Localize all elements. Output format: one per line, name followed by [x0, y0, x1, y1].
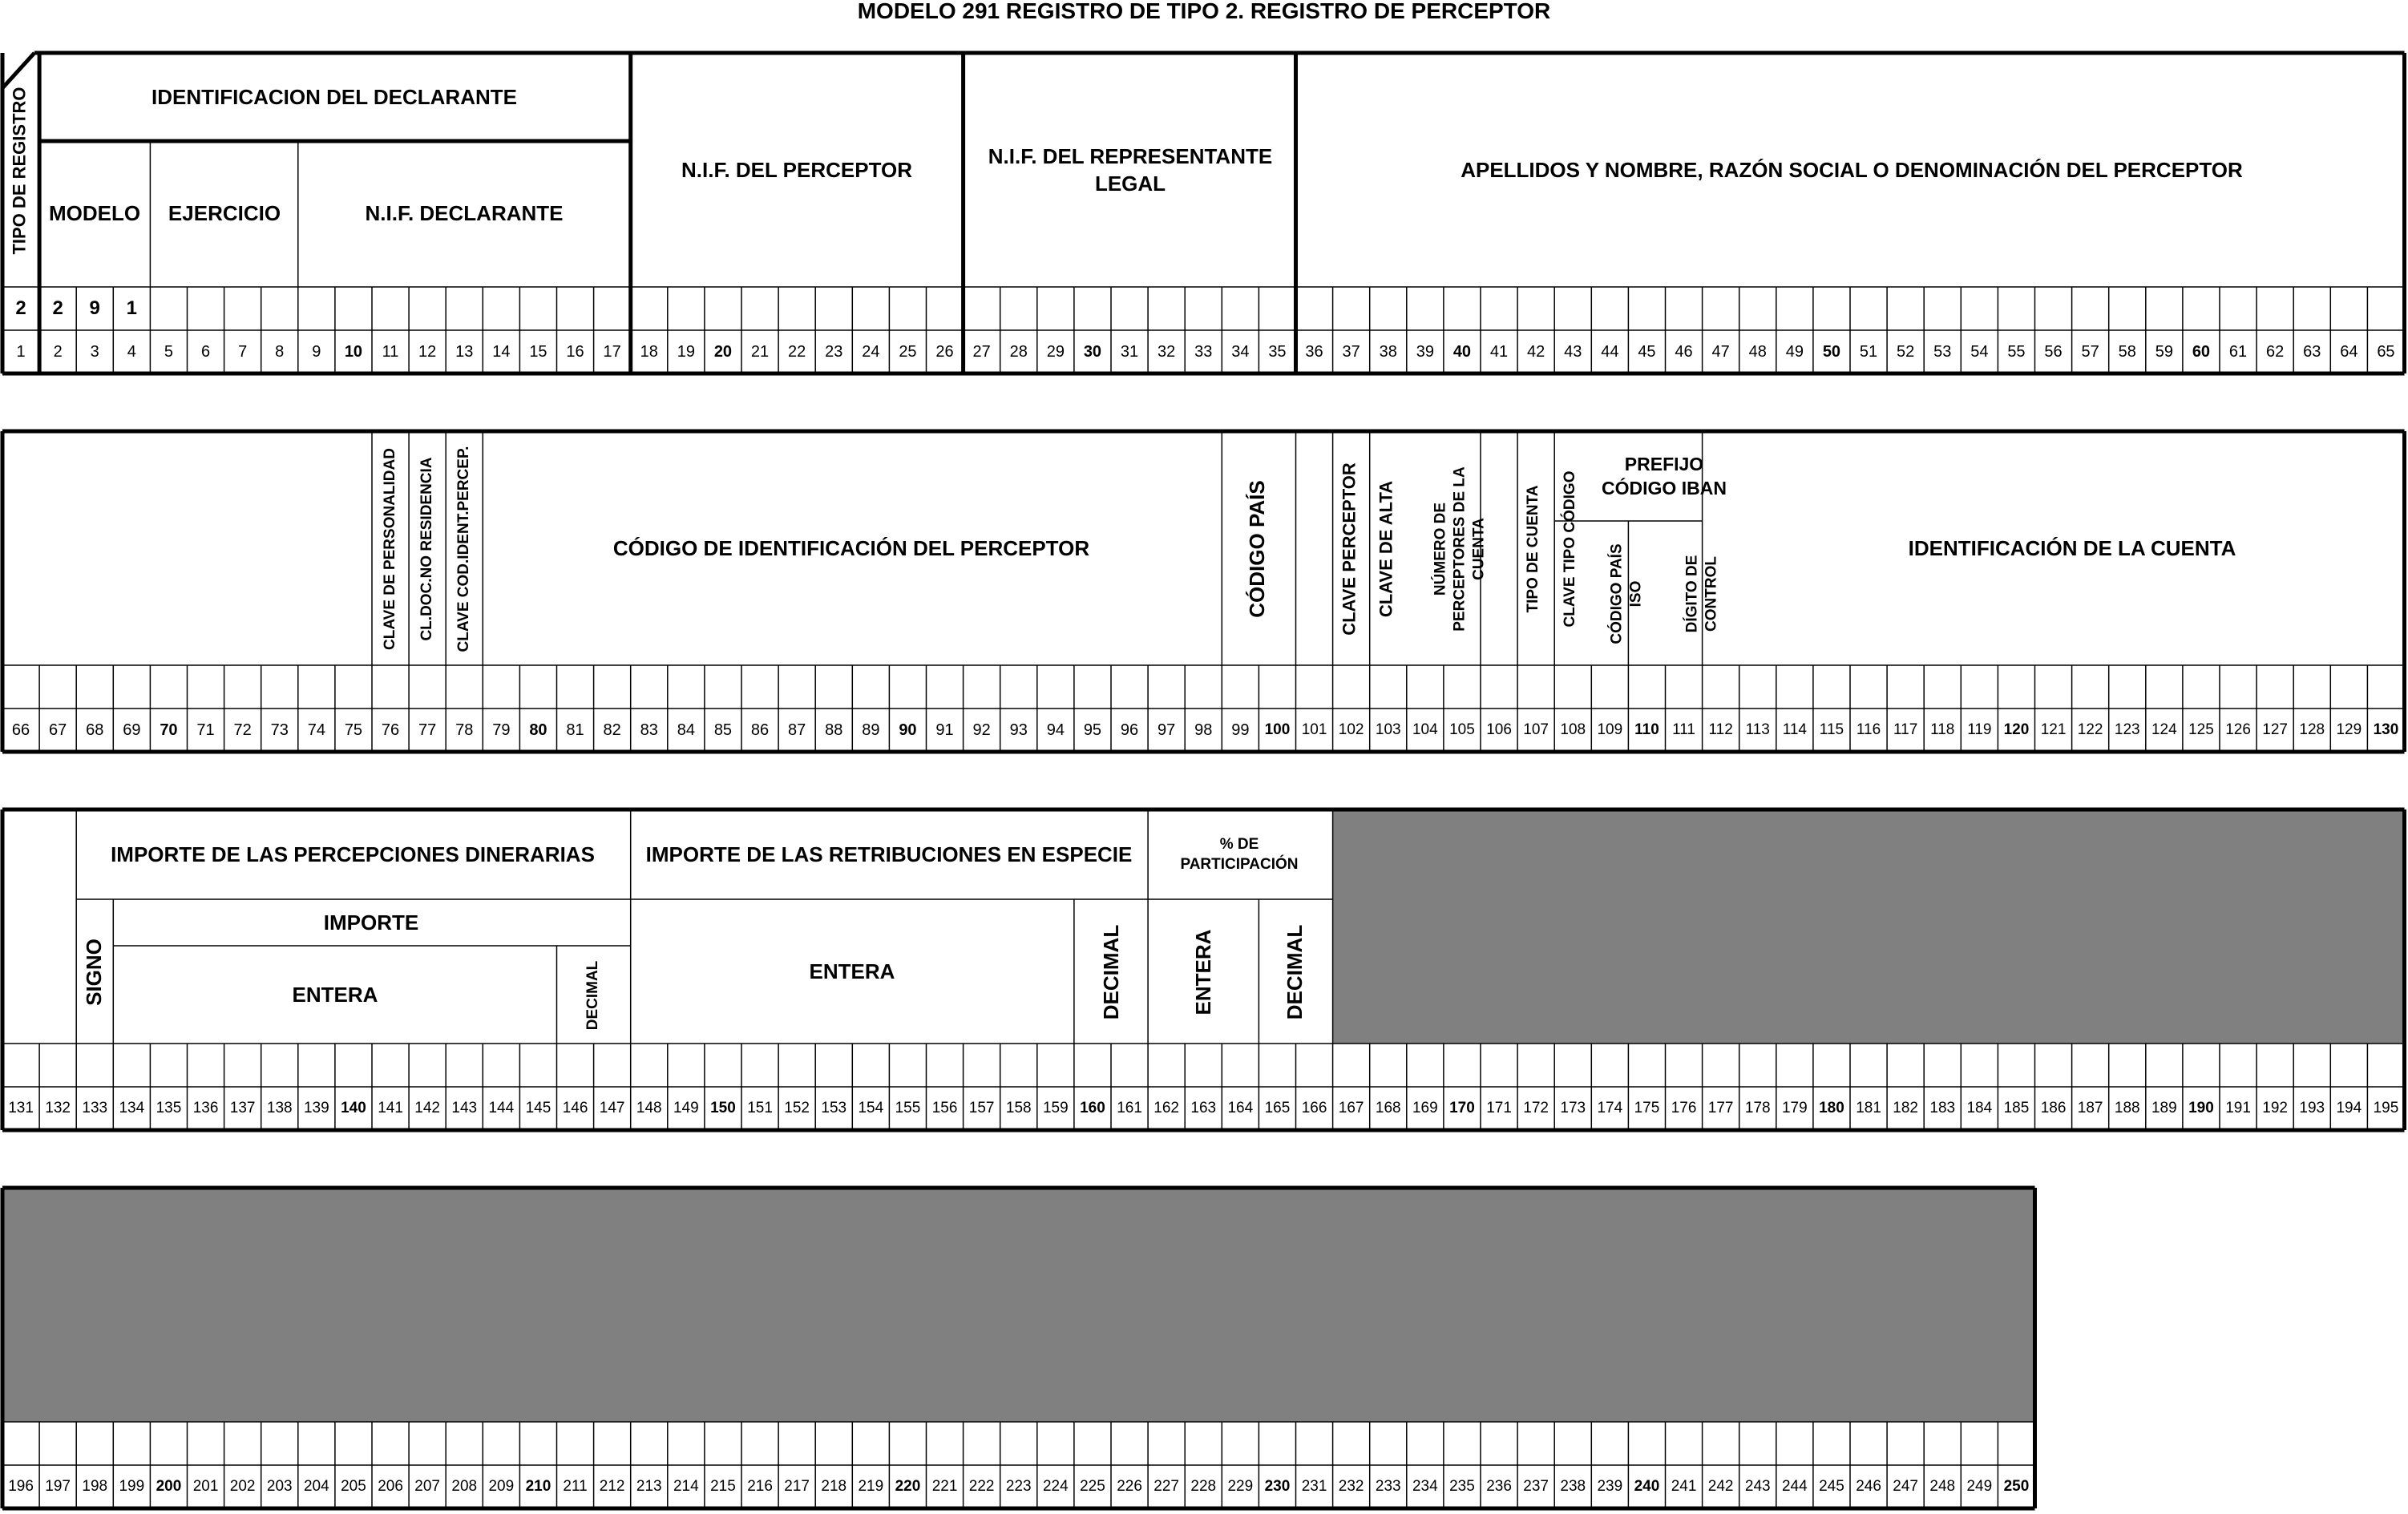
position-number: 58 [2118, 342, 2136, 361]
label-clave-de-personalidad: CLAVE DE PERSONALIDAD [382, 448, 399, 650]
label-codigo-pais: CÓDIGO PAÍS [1244, 480, 1269, 618]
position-number: 75 [344, 721, 363, 739]
position-number: 48 [1748, 342, 1767, 361]
position-number: 45 [1638, 342, 1656, 361]
position-number: 183 [1929, 1100, 1956, 1116]
position-number: 49 [1785, 342, 1804, 361]
position-number: 104 [1412, 721, 1438, 738]
position-number: 162 [1153, 1100, 1179, 1116]
position-number: 100 [1264, 721, 1291, 738]
position-number: 212 [599, 1478, 625, 1495]
position-number: 133 [82, 1100, 108, 1116]
position-number: 168 [1375, 1100, 1401, 1116]
position-number: 28 [1009, 342, 1028, 361]
position-number: 179 [1781, 1100, 1808, 1116]
position-number: 93 [1009, 721, 1028, 739]
position-number: 220 [895, 1478, 921, 1495]
position-number: 247 [1893, 1478, 1918, 1495]
position-number: 190 [2188, 1100, 2214, 1116]
position-number: 113 [1745, 721, 1770, 738]
position-number: 44 [1601, 342, 1619, 361]
position-number: 91 [935, 721, 954, 739]
field-value[interactable]: 2 [52, 297, 63, 319]
position-number: 155 [895, 1100, 921, 1116]
position-number: 80 [529, 721, 547, 739]
position-number: 233 [1375, 1478, 1401, 1495]
position-number: 210 [525, 1478, 551, 1495]
position-number: 181 [1856, 1100, 1881, 1116]
position-number: 89 [862, 721, 880, 739]
position-number: 33 [1194, 342, 1213, 361]
position-number: 246 [1856, 1478, 1881, 1495]
position-number: 17 [603, 342, 621, 361]
position-number: 111 [1672, 721, 1695, 738]
position-number: 68 [86, 721, 104, 739]
position-number: 86 [750, 721, 770, 739]
position-number: 167 [1338, 1100, 1364, 1116]
field-value[interactable]: 9 [89, 297, 100, 319]
position-number: 124 [2151, 721, 2177, 738]
position-number: 156 [931, 1100, 958, 1116]
position-number: 5 [164, 342, 173, 361]
position-number: 38 [1379, 342, 1397, 361]
position-number: 85 [713, 721, 733, 739]
position-number: 227 [1153, 1478, 1179, 1495]
position-number: 105 [1449, 721, 1475, 738]
position-number: 94 [1046, 721, 1065, 739]
position-number: 41 [1489, 342, 1509, 361]
position-number: 20 [713, 342, 733, 361]
label-tipo-de-registro: TIPO DE REGISTRO [9, 87, 30, 255]
position-number: 169 [1412, 1100, 1438, 1116]
position-number: 61 [2228, 342, 2248, 361]
position-number: 184 [1966, 1100, 1993, 1116]
position-number: 62 [2266, 342, 2285, 361]
position-number: 192 [2262, 1100, 2288, 1116]
label-importe: IMPORTE [323, 910, 419, 935]
position-number: 34 [1231, 342, 1250, 361]
position-number: 14 [492, 342, 511, 361]
position-number: 217 [784, 1478, 810, 1495]
position-number: 35 [1268, 342, 1287, 361]
label-prefijo-codigo-iban: PREFIJO CÓDIGO IBAN [1602, 454, 1727, 499]
position-number: 201 [192, 1478, 219, 1495]
label-codigo-identificacion-perceptor: CÓDIGO DE IDENTIFICACIÓN DEL PERCEPTOR [612, 536, 1090, 561]
position-number: 25 [899, 342, 917, 361]
position-number: 195 [2373, 1100, 2399, 1116]
position-number: 143 [451, 1100, 478, 1116]
position-number: 248 [1929, 1478, 1956, 1495]
position-number: 151 [747, 1100, 773, 1116]
position-number: 131 [8, 1100, 34, 1116]
label-nif-perceptor: N.I.F. DEL PERCEPTOR [681, 158, 912, 183]
position-number: 175 [1634, 1100, 1660, 1116]
label-codigo-pais-iso: CÓDIGO PAÍS ISO [1608, 543, 1644, 644]
position-number: 161 [1117, 1100, 1142, 1116]
position-number: 150 [710, 1100, 736, 1116]
position-number: 4 [127, 342, 136, 361]
position-number: 182 [1893, 1100, 1918, 1116]
position-number: 232 [1338, 1478, 1364, 1495]
position-number: 98 [1194, 721, 1213, 739]
position-number: 107 [1523, 721, 1549, 738]
label-importe-retribuciones-especie: IMPORTE DE LAS RETRIBUCIONES EN ESPECIE [645, 842, 1133, 867]
position-number: 57 [2081, 342, 2099, 361]
position-number: 178 [1744, 1100, 1771, 1116]
position-number: 74 [307, 721, 325, 739]
position-number: 135 [156, 1100, 182, 1116]
position-number: 145 [525, 1100, 551, 1116]
position-number: 223 [1005, 1478, 1032, 1495]
position-number: 158 [1005, 1100, 1032, 1116]
position-number: 222 [968, 1478, 995, 1495]
position-number: 64 [2340, 342, 2358, 361]
position-number: 204 [303, 1478, 329, 1495]
position-number: 117 [1893, 721, 1918, 738]
position-number: 205 [341, 1478, 366, 1495]
position-number: 77 [418, 721, 437, 739]
position-number: 37 [1342, 342, 1360, 361]
position-number: 29 [1046, 342, 1065, 361]
position-number: 154 [858, 1100, 884, 1116]
label-numero-perceptores-cuenta: NÚMERO DE PERCEPTORES DE LA CUENTA [1432, 466, 1487, 632]
position-number: 27 [972, 342, 991, 361]
position-number: 238 [1560, 1478, 1586, 1495]
position-number: 213 [636, 1478, 662, 1495]
position-number: 22 [788, 342, 806, 361]
position-number: 157 [968, 1100, 995, 1116]
position-number: 120 [2003, 721, 2030, 738]
position-number: 46 [1675, 342, 1693, 361]
position-number: 122 [2077, 721, 2103, 738]
label-digito-de-control: DÍGITO DE CONTROL [1683, 555, 1719, 633]
label-ejercicio: EJERCICIO [168, 201, 281, 226]
position-number: 88 [825, 721, 843, 739]
position-number: 47 [1711, 342, 1730, 361]
position-number: 40 [1452, 342, 1472, 361]
label-entera-participacion: ENTERA [1190, 929, 1215, 1015]
label-clave-tipo-codigo: CLAVE TIPO CÓDIGO [1562, 470, 1579, 628]
position-number: 32 [1158, 342, 1176, 361]
position-number: 23 [825, 342, 843, 361]
position-number: 191 [2225, 1100, 2251, 1116]
position-number: 196 [8, 1478, 34, 1495]
position-number: 219 [858, 1478, 884, 1495]
position-number: 59 [2155, 342, 2173, 361]
field-value[interactable]: 2 [15, 297, 26, 319]
position-number: 198 [82, 1478, 108, 1495]
label-identificacion-cuenta: IDENTIFICACIÓN DE LA CUENTA [1908, 536, 2236, 561]
position-number: 52 [1897, 342, 1915, 361]
position-number: 241 [1671, 1478, 1697, 1495]
label-nif-representante-legal: N.I.F. DEL REPRESENTANTE LEGAL [988, 144, 1273, 196]
position-number: 55 [2007, 342, 2026, 361]
position-number: 8 [275, 342, 285, 361]
position-number: 65 [2377, 342, 2395, 361]
position-number: 12 [418, 342, 437, 361]
position-number: 186 [2040, 1100, 2067, 1116]
position-number: 19 [677, 342, 695, 361]
position-number: 149 [673, 1100, 699, 1116]
label-apellidos-nombre-perceptor: APELLIDOS Y NOMBRE, RAZÓN SOCIAL O DENOMINACIÓN DEL PERCEPTOR [1461, 158, 2243, 183]
position-number: 71 [196, 721, 215, 739]
position-number: 160 [1080, 1100, 1105, 1116]
position-number: 199 [119, 1478, 145, 1495]
position-number: 171 [1486, 1100, 1512, 1116]
position-number: 130 [2373, 721, 2399, 738]
position-number: 200 [156, 1478, 182, 1495]
position-number: 194 [2336, 1100, 2362, 1116]
position-number: 83 [640, 721, 658, 739]
position-number: 121 [2040, 721, 2067, 738]
position-number: 112 [1708, 721, 1733, 738]
position-number: 189 [2151, 1100, 2177, 1116]
position-number: 70 [160, 721, 178, 739]
position-number: 208 [451, 1478, 478, 1495]
position-number: 10 [344, 342, 363, 361]
position-number: 92 [972, 721, 991, 739]
position-number: 250 [2003, 1478, 2030, 1495]
label-clave-cod-ident-percep: CLAVE COD.IDENT.PERCEP. [455, 446, 473, 652]
position-number: 193 [2299, 1100, 2325, 1116]
position-number: 242 [1707, 1478, 1734, 1495]
position-number: 218 [821, 1478, 847, 1495]
label-tipo-de-cuenta: TIPO DE CUENTA [1525, 485, 1542, 613]
position-number: 243 [1744, 1478, 1771, 1495]
position-number: 21 [750, 342, 770, 361]
position-number: 174 [1597, 1100, 1623, 1116]
position-number: 211 [563, 1478, 588, 1495]
position-number: 234 [1412, 1478, 1438, 1495]
position-number: 165 [1264, 1100, 1291, 1116]
position-number: 230 [1264, 1478, 1291, 1495]
position-number: 123 [2114, 721, 2140, 738]
position-number: 50 [1822, 342, 1841, 361]
label-clave-perceptor: CLAVE PERCEPTOR [1339, 462, 1360, 636]
position-number: 114 [1782, 721, 1807, 738]
position-number: 129 [2336, 721, 2362, 738]
position-number: 228 [1190, 1478, 1217, 1495]
position-number: 119 [1967, 721, 1992, 738]
position-number: 116 [1856, 721, 1881, 738]
position-number: 197 [45, 1478, 71, 1495]
position-number: 188 [2114, 1100, 2140, 1116]
position-number: 152 [784, 1100, 810, 1116]
position-number: 97 [1158, 721, 1176, 739]
position-number: 103 [1375, 721, 1401, 738]
position-number: 67 [49, 721, 67, 739]
position-number: 159 [1042, 1100, 1069, 1116]
label-decimal-especie: DECIMAL [1098, 924, 1123, 1020]
position-number: 16 [566, 342, 584, 361]
position-number: 203 [266, 1478, 293, 1495]
position-number: 172 [1523, 1100, 1549, 1116]
position-number: 170 [1449, 1100, 1475, 1116]
label-decimal-dineraria: DECIMAL [584, 960, 602, 1031]
position-number: 76 [381, 721, 400, 739]
position-number: 139 [303, 1100, 329, 1116]
position-number: 3 [90, 342, 99, 361]
position-number: 239 [1597, 1478, 1623, 1495]
position-number: 141 [378, 1100, 403, 1116]
position-number: 26 [935, 342, 954, 361]
position-number: 176 [1671, 1100, 1697, 1116]
position-number: 229 [1227, 1478, 1254, 1495]
position-number: 125 [2188, 721, 2214, 738]
position-number: 15 [529, 342, 547, 361]
position-number: 53 [1933, 342, 1952, 361]
position-number: 102 [1338, 721, 1364, 738]
position-number: 140 [341, 1100, 366, 1116]
position-number: 108 [1560, 721, 1586, 738]
position-number: 207 [414, 1478, 440, 1495]
position-number: 11 [382, 342, 399, 361]
position-number: 101 [1301, 721, 1327, 738]
position-number: 166 [1301, 1100, 1327, 1116]
label-modelo: MODELO [48, 201, 141, 226]
position-number: 245 [1819, 1478, 1844, 1495]
position-number: 118 [1930, 721, 1955, 738]
position-number: 126 [2225, 721, 2251, 738]
position-number: 163 [1190, 1100, 1217, 1116]
position-number: 7 [238, 342, 248, 361]
position-number: 231 [1301, 1478, 1327, 1495]
position-number: 138 [266, 1100, 293, 1116]
position-number: 2 [53, 342, 63, 361]
position-number: 221 [931, 1478, 958, 1495]
position-number: 106 [1486, 721, 1512, 738]
label-cl-doc-no-residencia: CL.DOC.NO RESIDENCIA [418, 457, 436, 641]
position-number: 54 [1970, 342, 1989, 361]
position-number: 180 [1819, 1100, 1844, 1116]
position-number: 96 [1120, 721, 1139, 739]
position-number: 214 [673, 1478, 699, 1495]
position-number: 134 [119, 1100, 145, 1116]
position-number: 137 [229, 1100, 256, 1116]
position-number: 13 [455, 342, 474, 361]
position-number: 187 [2077, 1100, 2103, 1116]
position-number: 236 [1486, 1478, 1512, 1495]
position-number: 9 [312, 342, 321, 361]
position-number: 240 [1634, 1478, 1660, 1495]
label-entera-especie: ENTERA [809, 959, 895, 984]
position-number: 42 [1527, 342, 1545, 361]
position-number: 90 [899, 721, 917, 739]
position-number: 72 [233, 721, 252, 739]
position-number: 79 [492, 721, 511, 739]
position-number: 82 [603, 721, 621, 739]
label-porcentaje-participacion: % DE PARTICIPACIÓN [1180, 836, 1299, 873]
position-number: 95 [1083, 721, 1102, 739]
position-number: 148 [636, 1100, 662, 1116]
field-value[interactable]: 1 [126, 297, 138, 319]
position-number: 36 [1305, 342, 1323, 361]
position-number: 177 [1707, 1100, 1734, 1116]
position-number: 18 [640, 342, 658, 361]
position-number: 84 [677, 721, 695, 739]
position-number: 66 [11, 721, 30, 739]
position-number: 225 [1080, 1478, 1105, 1495]
position-number: 109 [1597, 721, 1623, 738]
label-decimal-participacion: DECIMAL [1282, 924, 1307, 1020]
position-number: 142 [414, 1100, 440, 1116]
shaded-unused-area [2, 1188, 2035, 1422]
position-number: 81 [566, 721, 584, 739]
label-nif-declarante: N.I.F. DECLARANTE [365, 201, 564, 226]
position-number: 115 [1819, 721, 1844, 738]
position-number: 153 [821, 1100, 847, 1116]
position-number: 206 [378, 1478, 403, 1495]
position-number: 87 [788, 721, 806, 739]
position-number: 51 [1859, 342, 1878, 361]
position-number: 144 [488, 1100, 515, 1116]
position-number: 249 [1966, 1478, 1993, 1495]
position-number: 43 [1564, 342, 1582, 361]
position-number: 244 [1781, 1478, 1808, 1495]
position-number: 136 [192, 1100, 219, 1116]
position-number: 39 [1416, 342, 1434, 361]
position-number: 173 [1560, 1100, 1586, 1116]
position-number: 99 [1231, 721, 1250, 739]
position-number: 215 [710, 1478, 736, 1495]
position-number: 128 [2299, 721, 2325, 738]
position-number: 132 [45, 1100, 71, 1116]
position-number: 110 [1634, 721, 1659, 738]
position-number: 31 [1120, 342, 1139, 361]
page-title: MODELO 291 REGISTRO DE TIPO 2. REGISTRO DE PERCEPTOR [857, 0, 1551, 23]
position-number: 56 [2044, 342, 2063, 361]
position-number: 60 [2192, 342, 2211, 361]
position-number: 63 [2303, 342, 2321, 361]
position-number: 146 [562, 1100, 588, 1116]
position-number: 164 [1227, 1100, 1254, 1116]
position-number: 24 [862, 342, 880, 361]
label-signo: SIGNO [81, 939, 106, 1006]
position-number: 226 [1117, 1478, 1142, 1495]
position-number: 235 [1449, 1478, 1475, 1495]
position-number: 202 [229, 1478, 256, 1495]
position-number: 69 [123, 721, 141, 739]
position-number: 224 [1042, 1478, 1069, 1495]
position-number: 78 [455, 721, 474, 739]
label-identificacion-declarante: IDENTIFICACION DEL DECLARANTE [152, 85, 517, 110]
position-number: 73 [270, 721, 289, 739]
label-importe-percepciones-dinerarias: IMPORTE DE LAS PERCEPCIONES DINERARIAS [111, 842, 595, 867]
label-entera-dineraria: ENTERA [292, 983, 378, 1007]
position-number: 185 [2003, 1100, 2030, 1116]
position-number: 216 [747, 1478, 773, 1495]
position-number: 127 [2262, 721, 2288, 738]
position-number: 147 [599, 1100, 625, 1116]
label-clave-de-alta: CLAVE DE ALTA [1376, 480, 1396, 618]
position-number: 237 [1523, 1478, 1549, 1495]
position-number: 30 [1083, 342, 1102, 361]
position-number: 6 [200, 342, 211, 361]
position-number: 1 [16, 342, 26, 361]
position-number: 209 [488, 1478, 515, 1495]
